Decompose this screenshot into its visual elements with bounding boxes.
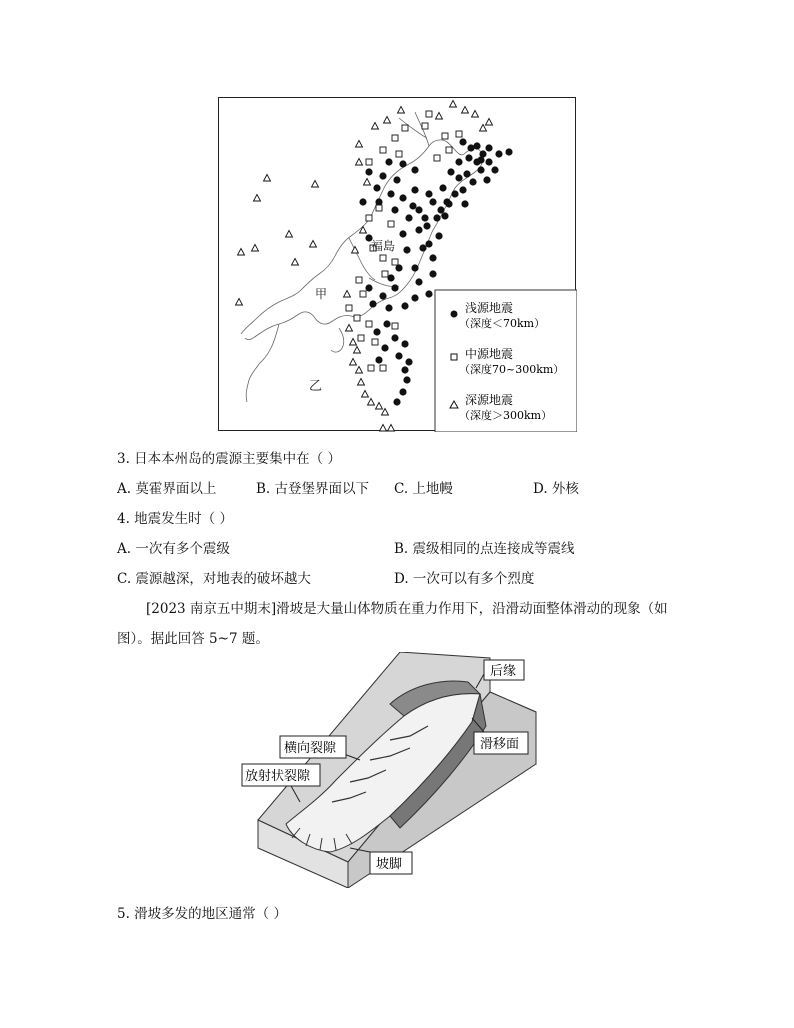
deep-quake-marker (352, 247, 359, 254)
shallow-quake-marker (411, 166, 418, 173)
deep-quake-marker (310, 241, 317, 248)
deep-quake-marker (382, 409, 389, 416)
q4-option-a: A. 一次有多个震级 (117, 541, 230, 557)
deep-quake-marker (360, 227, 367, 234)
shallow-quake-marker (477, 166, 484, 173)
shallow-quake-marker (429, 198, 436, 205)
medium-quake-marker (366, 321, 372, 327)
medium-quake-marker (456, 131, 462, 137)
shallow-quake-marker (381, 344, 388, 351)
shallow-quake-marker (395, 352, 402, 359)
shallow-quake-marker (425, 290, 432, 297)
legend-deep-depth: （深度＞300km） (459, 409, 553, 422)
shallow-quake-marker (465, 154, 472, 161)
deep-quake-marker (346, 325, 353, 332)
medium-quake-marker (392, 323, 398, 329)
shallow-quake-marker (433, 214, 440, 221)
deep-quake-marker (376, 403, 383, 410)
legend-medium-depth: （深度70~300km） (459, 363, 565, 376)
deep-quake-marker (362, 391, 369, 398)
deep-quake-marker (486, 119, 493, 126)
shallow-quake-marker (391, 334, 398, 341)
shallow-quake-marker (373, 184, 380, 191)
deep-quake-marker (364, 179, 371, 186)
shallow-quake-marker (399, 388, 406, 395)
shallow-quake-marker (403, 246, 410, 253)
shallow-quake-marker (495, 150, 502, 157)
shallow-quake-marker (365, 284, 372, 291)
medium-quake-marker (354, 315, 360, 321)
svg-text:横向裂隙: 横向裂隙 (284, 741, 337, 756)
medium-quake-marker (360, 291, 366, 297)
deep-quake-marker (252, 245, 259, 252)
shallow-quake-marker (399, 194, 406, 201)
medium-quake-marker (402, 125, 408, 131)
open-square-icon (451, 354, 457, 360)
shallow-quake-marker (405, 214, 412, 221)
shallow-quake-marker (485, 158, 492, 165)
deep-quake-marker (350, 339, 357, 346)
deep-quake-marker (254, 195, 261, 202)
earthquake-map-graphic (219, 98, 577, 432)
shallow-quake-marker (473, 142, 480, 149)
medium-quake-marker (396, 151, 402, 157)
shallow-quake-marker (385, 304, 392, 311)
shallow-quake-marker (369, 300, 376, 307)
q4-stem: 4. 地震发生时（ ） (117, 511, 233, 527)
shallow-quake-marker (425, 240, 432, 247)
medium-quake-marker (442, 133, 448, 139)
legend-deep-title: 深源地震 (465, 393, 514, 407)
medium-quake-marker (372, 339, 378, 345)
deep-quake-marker (388, 425, 395, 432)
shallow-quake-marker (419, 244, 426, 251)
deep-quake-marker (480, 125, 487, 132)
shallow-quake-marker (383, 320, 390, 327)
deep-quake-marker (472, 111, 479, 118)
svg-text:放射状裂隙: 放射状裂隙 (245, 769, 311, 784)
q3-option-a: A. 莫霍界面以上 (117, 481, 217, 497)
shallow-quake-marker (439, 184, 446, 191)
shallow-quake-marker (401, 340, 408, 347)
q3-option-b: B. 古登堡界面以下 (256, 481, 370, 497)
shallow-quake-marker (411, 294, 418, 301)
svg-text:滑移面: 滑移面 (480, 737, 520, 752)
q3-stem: 3. 日本本州岛的震源主要集中在（ ） (117, 451, 341, 467)
deep-quake-marker (354, 347, 361, 354)
medium-quake-marker (392, 135, 398, 141)
shallow-quake-marker (491, 166, 498, 173)
shallow-quake-marker (463, 170, 470, 177)
shallow-quake-marker (483, 176, 490, 183)
q4-option-b: B. 震级相同的点连接成等震线 (394, 541, 575, 557)
q4-option-d: D. 一次可以有多个烈度 (394, 571, 535, 587)
legend-medium-title: 中源地震 (465, 347, 514, 361)
earthquake-map (218, 97, 576, 431)
legend-shallow-depth: （深度＜70km） (459, 317, 546, 330)
jia-label: 甲 (315, 287, 328, 301)
shallow-quake-marker (455, 174, 462, 181)
shallow-quake-marker (447, 168, 454, 175)
medium-quake-marker (422, 123, 428, 129)
shallow-quake-marker (435, 232, 442, 239)
deep-quake-marker (450, 101, 457, 108)
shallow-quake-marker (409, 202, 416, 209)
medium-quake-marker (376, 205, 382, 211)
shallow-quake-marker (411, 186, 418, 193)
medium-quake-marker (368, 365, 374, 371)
shallow-quake-marker (421, 214, 428, 221)
shallow-quake-marker (455, 158, 462, 165)
deep-quake-marker (286, 231, 293, 238)
shallow-quake-marker (459, 186, 466, 193)
shallow-quake-marker (415, 226, 422, 233)
q4-option-c: C. 震源越深，对地表的破坏越大 (117, 571, 311, 587)
shallow-quake-marker (379, 172, 386, 179)
shallow-quake-marker (429, 254, 436, 261)
deep-quake-marker (356, 141, 363, 148)
q3-option-c: C. 上地幔 (394, 481, 453, 497)
medium-quake-marker (392, 259, 398, 265)
shallow-quake-marker (469, 178, 476, 185)
deep-quake-marker (356, 159, 363, 166)
shallow-quake-marker (365, 168, 372, 175)
medium-quake-marker (380, 365, 386, 371)
deep-quake-marker (384, 117, 391, 124)
medium-quake-marker (426, 111, 432, 117)
shallow-quake-marker (373, 328, 380, 335)
shallow-quake-marker (379, 292, 386, 299)
deep-quake-marker (350, 359, 357, 366)
shallow-quake-marker (477, 156, 484, 163)
medium-quake-marker (346, 305, 352, 311)
shallow-quake-marker (423, 222, 430, 229)
shallow-quake-marker (443, 198, 450, 205)
deep-quake-marker (312, 181, 319, 188)
medium-quake-marker (356, 277, 362, 283)
shallow-quake-marker (415, 206, 422, 213)
deep-quake-marker (462, 107, 469, 114)
shallow-quake-marker (405, 358, 412, 365)
shallow-quake-marker (401, 302, 408, 309)
deep-quake-marker (238, 249, 245, 256)
legend-shallow-title: 浅源地震 (465, 301, 514, 315)
deep-quake-marker (264, 175, 271, 182)
shallow-quake-marker (485, 144, 492, 151)
deep-quake-marker (236, 299, 243, 306)
svg-text:坡脚: 坡脚 (376, 857, 403, 872)
shallow-quake-marker (399, 230, 406, 237)
shallow-quake-marker (437, 206, 444, 213)
medium-quake-marker (380, 147, 386, 153)
map-legend (435, 290, 577, 432)
shallow-quake-marker (393, 398, 400, 405)
medium-quake-marker (366, 159, 372, 165)
filled-circle-icon (451, 311, 458, 318)
yi-label: 乙 (309, 379, 323, 394)
medium-quake-marker (434, 155, 440, 161)
shallow-quake-marker (387, 190, 394, 197)
shallow-quake-marker (411, 264, 418, 271)
shallow-quake-marker (391, 284, 398, 291)
shallow-quake-marker (425, 190, 432, 197)
shallow-quake-marker (375, 356, 382, 363)
medium-quake-marker (380, 255, 386, 261)
landslide-graphic (240, 652, 560, 888)
shallow-quake-marker (451, 190, 458, 197)
shallow-quake-marker (461, 200, 468, 207)
medium-quake-marker (388, 221, 394, 227)
shallow-quake-marker (395, 264, 402, 271)
shallow-quake-marker (441, 212, 448, 219)
deep-quake-marker (358, 379, 365, 386)
intro-line-2: 图）。据此回答 5~7 题。 (117, 631, 269, 647)
shallow-quake-marker (429, 270, 436, 277)
fukushima-label: 福島 (371, 239, 396, 253)
shallow-quake-marker (359, 198, 366, 205)
shallow-quake-marker (415, 278, 422, 285)
shallow-quake-marker (401, 366, 408, 373)
shallow-quake-marker (403, 376, 410, 383)
deep-quake-marker (372, 123, 379, 130)
shallow-quake-marker (387, 274, 394, 281)
shallow-quake-marker (393, 176, 400, 183)
deep-quake-marker (292, 259, 299, 266)
deep-quake-marker (344, 291, 351, 298)
shallow-quake-marker (459, 138, 466, 145)
svg-text:后缘: 后缘 (490, 664, 517, 679)
deep-quake-marker (398, 107, 405, 114)
shallow-quake-marker (385, 158, 392, 165)
medium-quake-marker (382, 271, 388, 277)
deep-quake-marker (368, 399, 375, 406)
deep-quake-marker (356, 367, 363, 374)
landslide-diagram (240, 652, 560, 888)
medium-quake-marker (446, 147, 452, 153)
deep-quake-marker (380, 425, 387, 432)
shallow-quake-marker (505, 148, 512, 155)
shallow-quake-marker (375, 198, 382, 205)
medium-quake-marker (366, 215, 372, 221)
q5-stem: 5. 滑坡多发的地区通常（ ） (117, 906, 287, 922)
medium-quake-marker (358, 335, 364, 341)
shallow-quake-marker (391, 206, 398, 213)
shallow-quake-marker (399, 160, 406, 167)
intro-line-1: [2023 南京五中期末]滑坡是大量山体物质在重力作用下，沿滑动面整体滑动的现象（如 (146, 601, 668, 617)
q3-option-d: D. 外核 (533, 481, 579, 497)
deep-quake-marker (436, 113, 443, 120)
